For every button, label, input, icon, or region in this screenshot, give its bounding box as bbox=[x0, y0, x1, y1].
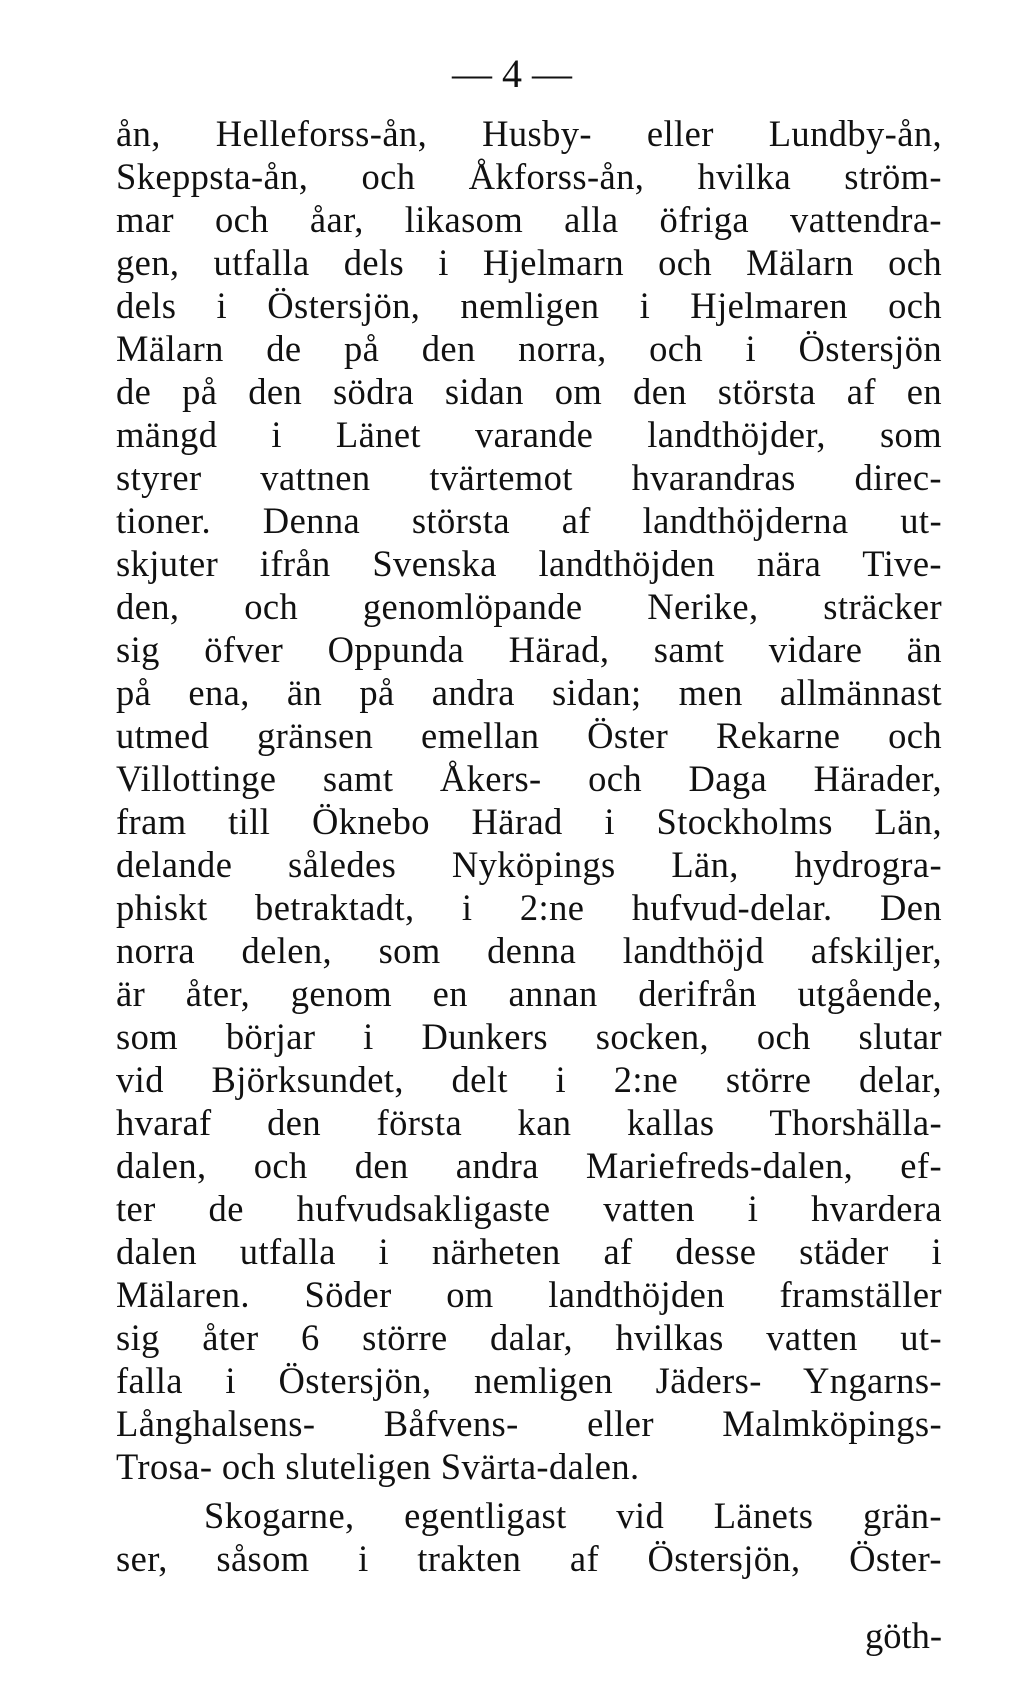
text-line: mängd i Länet varande landthöjder, som bbox=[116, 414, 942, 455]
catchword: göth- bbox=[864, 1615, 942, 1656]
text-line: Skogarne, egentligast vid Länets grän- bbox=[204, 1495, 942, 1536]
text-line: Mälaren. Söder om landthöjden framställer bbox=[116, 1274, 942, 1315]
paragraph bbox=[116, 112, 942, 1488]
text-line: ser, såsom i trakten af Östersjön, Öster- bbox=[116, 1538, 942, 1579]
text-line: Villottinge samt Åkers- och Daga Härader, bbox=[116, 758, 942, 799]
text-line: styrer vattnen tvärtemot hvarandras direc- bbox=[116, 457, 942, 498]
text-line: utmed gränsen emellan Öster Rekarne och bbox=[116, 715, 942, 756]
text-line: hvaraf den första kan kallas Thorshälla- bbox=[116, 1102, 942, 1143]
text-line: som börjar i Dunkers socken, och slutar bbox=[116, 1016, 942, 1057]
text-line: dalen utfalla i närheten af desse städer i bbox=[116, 1231, 942, 1272]
body-text bbox=[116, 112, 942, 1580]
text-line: norra delen, som denna landthöjd afskiljer, bbox=[116, 930, 942, 971]
text-line: Trosa- och sluteligen Svärta-dalen. bbox=[116, 1446, 640, 1487]
text-line: Långhalsens- Båfvens- eller Malmköpings- bbox=[116, 1403, 942, 1444]
text-line: falla i Östersjön, nemligen Jäders- Yngarns- bbox=[116, 1360, 942, 1401]
text-line: sig öfver Oppunda Härad, samt vidare än bbox=[116, 629, 942, 670]
text-line: skjuter ifrån Svenska landthöjden nära Tive- bbox=[116, 543, 942, 584]
text-line: sig åter 6 större dalar, hvilkas vatten ut- bbox=[116, 1317, 942, 1358]
text-line: är åter, genom en annan derifrån utgående, bbox=[116, 973, 942, 1014]
text-line: Mälarn de på den norra, och i Östersjön bbox=[116, 328, 942, 369]
text-line: fram till Öknebo Härad i Stockholms Län, bbox=[116, 801, 942, 842]
paragraph bbox=[116, 1494, 942, 1580]
text-line: på ena, än på andra sidan; men allmännast bbox=[116, 672, 942, 713]
text-line: ån, Helleforss-ån, Husby- eller Lundby-ån, bbox=[116, 113, 942, 154]
text-line: dels i Östersjön, nemligen i Hjelmaren och bbox=[116, 285, 942, 326]
text-line: tioner. Denna största af landthöjderna ut- bbox=[116, 500, 942, 541]
text-line: ter de hufvudsakligaste vatten i hvardera bbox=[116, 1188, 942, 1229]
page-number-header: — 4 — bbox=[452, 51, 572, 96]
text-line: dalen, och den andra Mariefreds-dalen, ef- bbox=[116, 1145, 942, 1186]
text-line: Skeppsta-ån, och Åkforss-ån, hvilka ström- bbox=[116, 156, 942, 197]
text-line: delande således Nyköpings Län, hydrogra- bbox=[116, 844, 942, 885]
text-line: mar och åar, likasom alla öfriga vattendra- bbox=[116, 199, 942, 240]
text-line: phiskt betraktadt, i 2:ne hufvud-delar. Den bbox=[116, 887, 942, 928]
text-line: vid Björksundet, delt i 2:ne större delar, bbox=[116, 1059, 942, 1100]
text-line: gen, utfalla dels i Hjelmarn och Mälarn och bbox=[116, 242, 942, 283]
text-line: den, och genomlöpande Nerike, sträcker bbox=[116, 586, 942, 627]
text-line: de på den södra sidan om den största af en bbox=[116, 371, 942, 412]
